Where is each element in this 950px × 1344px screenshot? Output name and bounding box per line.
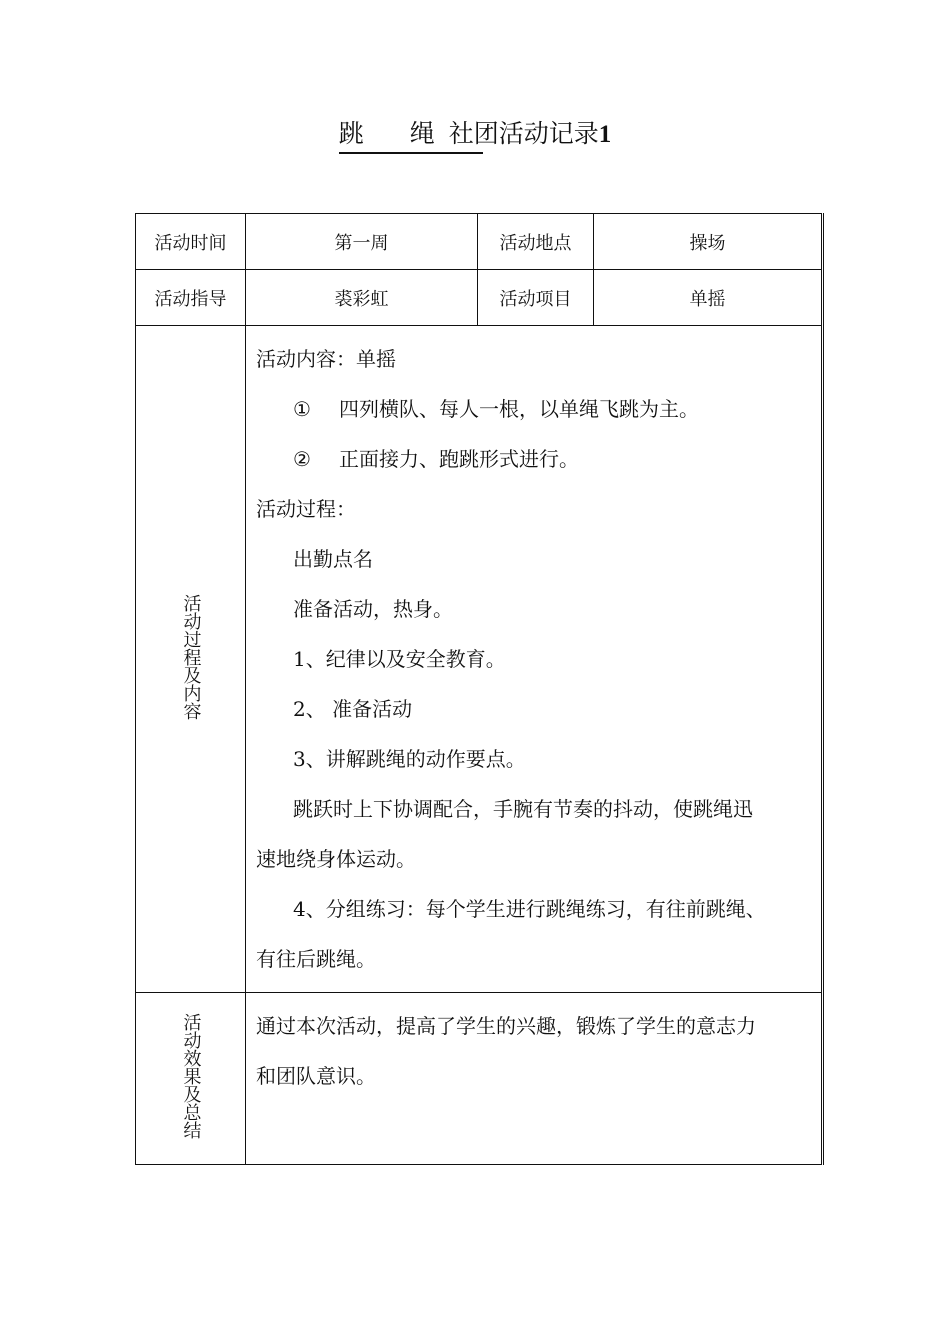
process-label: 活动过程及内容 <box>180 593 202 720</box>
summary-content-cell <box>246 993 823 1165</box>
content-item-text: 正面接力、跑跳形式进行。 <box>339 447 579 471</box>
label-activity-time: 活动时间 <box>136 214 246 270</box>
label-activity-instructor: 活动指导 <box>136 270 246 326</box>
summary-label: 活动效果及总结 <box>180 1013 202 1139</box>
record-number: 1 <box>598 121 612 148</box>
process-step: 出勤点名 <box>293 547 373 571</box>
page-title <box>0 116 950 154</box>
title-suffix: 社团活动记录 <box>448 119 599 148</box>
content-item <box>256 384 813 434</box>
content-item-marker: ① <box>293 397 311 421</box>
process-step: 准备活动，热身。 <box>293 597 453 621</box>
header-row-instructor-item <box>136 270 823 326</box>
practice-line: 有往后跳绳。 <box>256 947 376 971</box>
process-heading: 活动过程： <box>256 497 356 521</box>
process-step: 1、纪律以及安全教育。 <box>293 647 506 671</box>
content-item-marker: ② <box>293 447 311 471</box>
process-label-cell <box>136 326 246 993</box>
activity-record-table <box>135 213 824 1165</box>
value-activity-time: 第一周 <box>246 214 478 270</box>
summary-label-cell <box>136 993 246 1165</box>
header-row-time-location <box>136 214 823 270</box>
practice-line: 4、分组练习：每个学生进行跳绳练习，有往前跳绳、 <box>293 897 766 921</box>
label-activity-location: 活动地点 <box>478 214 594 270</box>
process-step: 2、 准备活动 <box>293 697 413 721</box>
content-item-text: 四列横队、每人一根，以单绳飞跳为主。 <box>339 397 699 421</box>
content-heading: 活动内容：单摇 <box>256 347 396 371</box>
summary-row <box>136 993 823 1165</box>
process-detail-line: 跳跃时上下协调配合，手腕有节奏的抖动，使跳绳迅 <box>293 797 753 821</box>
label-activity-item: 活动项目 <box>478 270 594 326</box>
content-item <box>256 434 813 484</box>
process-step: 3、讲解跳绳的动作要点。 <box>293 747 526 771</box>
process-content-cell <box>246 326 823 993</box>
process-detail-line: 速地绕身体运动。 <box>256 847 416 871</box>
summary-line: 和团队意识。 <box>256 1064 376 1088</box>
process-row <box>136 326 823 993</box>
value-activity-item: 单摇 <box>594 270 823 326</box>
club-name: 跳绳 <box>339 116 483 154</box>
summary-line: 通过本次活动，提高了学生的兴趣，锻炼了学生的意志力 <box>256 1014 756 1038</box>
value-activity-location: 操场 <box>594 214 823 270</box>
value-activity-instructor: 裘彩虹 <box>246 270 478 326</box>
